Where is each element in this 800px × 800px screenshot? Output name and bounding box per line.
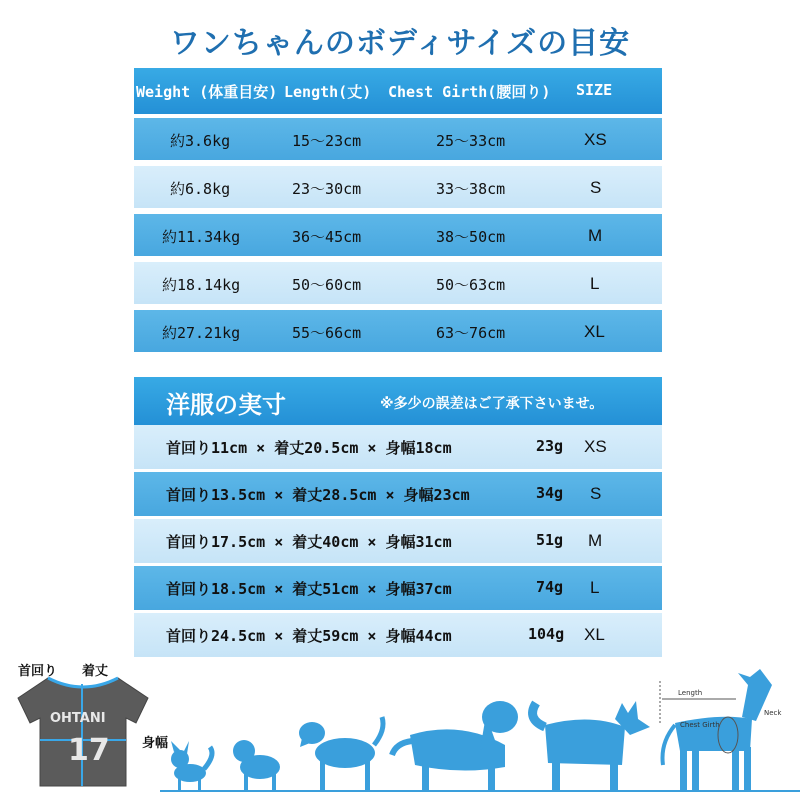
header-length: Length(丈)	[284, 83, 372, 101]
header-weight: Weight (体重目安)	[136, 83, 278, 101]
garment-section-title: 洋服の実寸	[166, 391, 286, 419]
chest-cell: 38〜50cm	[436, 228, 506, 246]
weight-cell: 約18.14kg	[162, 276, 241, 294]
garment-row-xl	[134, 613, 662, 657]
weight-cell: 約6.8kg	[170, 180, 231, 198]
tolerance-note: ※多少の誤差はご了承下さいませ。	[380, 396, 604, 412]
header-size: SIZE	[576, 81, 613, 99]
size-cell: XL	[584, 322, 605, 341]
garment-weight: 74g	[536, 578, 564, 596]
header-chest: Chest Girth(腰回り)	[388, 83, 551, 101]
page-title: ワンちゃんのボディサイズの目安	[169, 26, 631, 61]
size-cell: S	[590, 178, 602, 197]
size-row-m	[134, 214, 662, 256]
width-label: 身幅	[142, 736, 169, 751]
great-dane-icon	[663, 669, 773, 791]
size-row-l	[134, 262, 662, 304]
chest-cell: 50〜63cm	[436, 276, 506, 294]
chest-cell: 63〜76cm	[436, 324, 506, 342]
length-cell: 36〜45cm	[292, 228, 362, 246]
jersey-illustration	[8, 668, 158, 793]
size-table-header	[134, 68, 662, 114]
garment-weight: 104g	[528, 625, 565, 643]
garment-measure: 首回り24.5cm × 着丈59cm × 身幅44cm	[166, 627, 452, 645]
dog-length-label: Length	[678, 689, 703, 697]
dog-chest-label: Chest Girth	[680, 721, 720, 729]
length-label: 着丈	[82, 664, 109, 679]
size-row-xl	[134, 310, 662, 352]
weight-cell: 約27.21kg	[162, 324, 241, 342]
garment-row-m	[134, 519, 662, 563]
weight-cell: 約3.6kg	[170, 132, 231, 150]
garment-measure: 首回り17.5cm × 着丈40cm × 身幅31cm	[166, 533, 452, 551]
garment-size: M	[588, 531, 603, 550]
length-cell: 55〜66cm	[292, 324, 362, 342]
size-cell: XS	[584, 130, 607, 149]
dog-size-illustrations	[160, 655, 800, 800]
size-row-s	[134, 166, 662, 208]
chest-cell: 33〜38cm	[436, 180, 506, 198]
pug-icon	[233, 740, 280, 791]
size-row-xs	[134, 118, 662, 160]
jersey-name: OHTANI	[50, 711, 106, 726]
beagle-icon	[299, 717, 383, 791]
garment-measure: 首回り13.5cm × 着丈28.5cm × 身幅23cm	[166, 486, 470, 504]
garment-size: L	[590, 578, 600, 597]
garment-measure: 首回り18.5cm × 着丈51cm × 身幅37cm	[166, 580, 452, 598]
garment-size: S	[590, 484, 602, 503]
garment-measure: 首回り11cm × 着丈20.5cm × 身幅18cm	[166, 439, 452, 457]
length-cell: 23〜30cm	[292, 180, 362, 198]
length-cell: 15〜23cm	[292, 132, 362, 150]
garment-row-l	[134, 566, 662, 610]
size-cell: M	[588, 226, 603, 245]
garment-weight: 51g	[536, 531, 564, 549]
dog-neck-label: Neck	[764, 709, 782, 717]
husky-icon	[533, 701, 650, 791]
garment-size: XL	[584, 625, 605, 644]
garment-row-s	[134, 472, 662, 516]
garment-row-xs	[134, 425, 662, 469]
chest-cell: 25〜33cm	[436, 132, 506, 150]
garment-weight: 34g	[536, 484, 564, 502]
weight-cell: 約11.34kg	[162, 228, 241, 246]
spaniel-icon	[392, 701, 518, 791]
length-cell: 50〜60cm	[292, 276, 362, 294]
jersey-number: 17	[68, 733, 110, 768]
size-cell: L	[590, 274, 600, 293]
garment-table-header	[134, 377, 662, 425]
garment-size: XS	[584, 437, 607, 456]
neck-label: 首回り	[18, 664, 58, 679]
chihuahua-icon	[171, 741, 212, 791]
garment-weight: 23g	[536, 437, 564, 455]
